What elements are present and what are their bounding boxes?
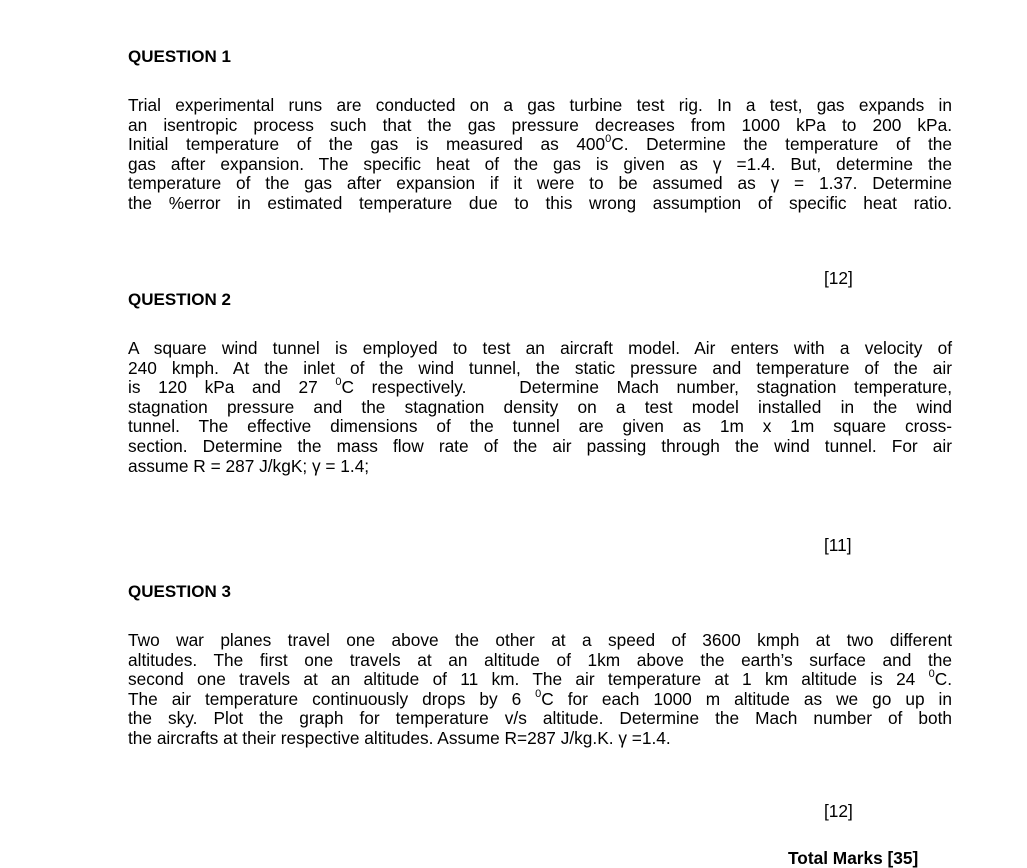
question-2-heading: QUESTION 2 [128,290,231,309]
q3-line: The air temperature continuously drops by 6 $^0$C for each 1000 m altitude as we go up in [128,688,952,709]
q1-line: the %error in estimated temperature due to this wrong assumption of specific heat ratio. [128,192,952,213]
q2-line: 240 kmph. At the inlet of the wind tunnel, the static pressure and temperature of the air [128,357,952,378]
question-2-text [128,339,952,476]
q2-line: section. Determine the mass flow rate of the air passing through the wind tunnel. For air [128,435,952,456]
q2-line: A square wind tunnel is employed to test an aircraft model. Air enters with a velocity of [128,338,952,358]
question-3-heading: QUESTION 3 [128,582,231,601]
question-3-marks: [12] [824,801,853,821]
q1-line: Trial experimental runs are conducted on a gas turbine test rig. In a test, gas expands in [128,95,952,115]
q1-line: an isentropic process such that the gas pressure decreases from 1000 kPa to 200 kPa. [128,114,952,135]
q3-line: second one travels at an altitude of 11 km. The air temperature at 1 km altitude is 24 $^0$C. [128,668,952,690]
q2-line: is 120 kPa and 27 $^0$C respectively. Determine Mach number, stagnation temperature, [128,376,952,398]
q3-line: Two war planes travel one above the other at a speed of 3600 kmph at two different [128,630,952,650]
total-marks: Total Marks [35] [788,848,919,868]
q3-line: altitudes. The first one travels at an altitude of 1km above the earth’s surface and the [128,649,952,670]
question-1-text [128,96,952,214]
q3-line: the sky. Plot the graph for temperature v/s altitude. Determine the Mach number of both [128,708,952,729]
question-1-heading: QUESTION 1 [128,47,231,66]
q1-line: temperature of the gas after expansion if it were to be assumed as γ = 1.37. Determine [128,173,952,194]
q2-line: assume R = 287 J/kgK; γ = 1.4; [128,455,370,476]
q1-line: gas after expansion. The specific heat of the gas is given as γ =1.4. But, determine the [128,153,952,174]
q2-line: stagnation pressure and the stagnation density on a test model installed in the wind [128,396,952,417]
q2-line: tunnel. The effective dimensions of the tunnel are given as 1m x 1m square cross- [128,416,952,437]
question-2-marks: [11] [824,535,852,555]
question-3-text [128,631,952,749]
q3-line: the aircrafts at their respective altitudes. Assume R=287 J/kg.K. γ =1.4. [128,727,671,748]
q1-line: Initial temperature of the gas is measured as $400^0C$. Determine the temperature of the [128,133,952,155]
question-1-marks: [12] [824,268,853,288]
